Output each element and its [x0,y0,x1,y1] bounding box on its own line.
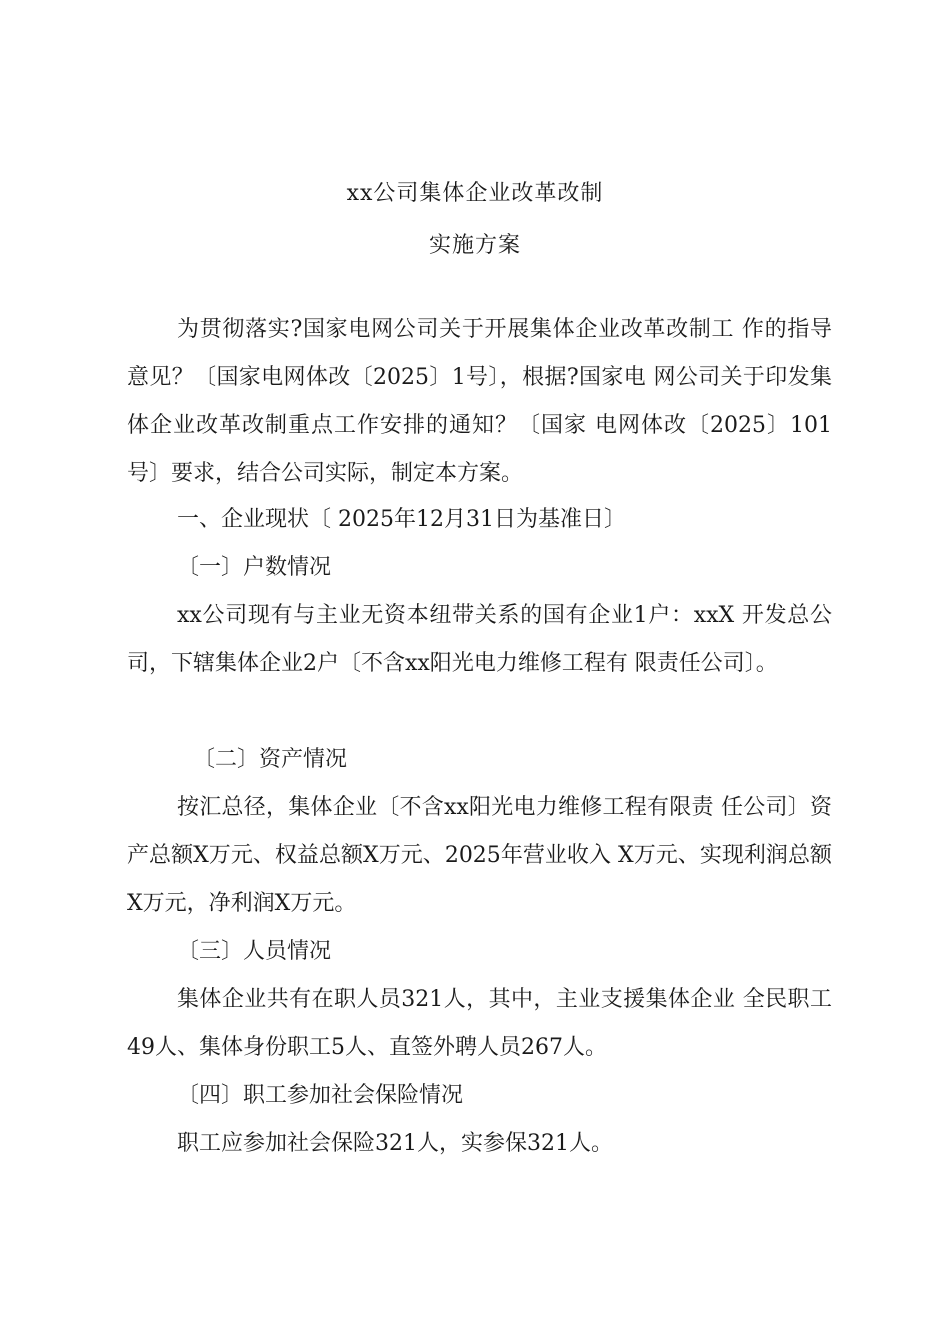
subsection-heading-households: 〔一〕户数情况 [177,555,332,580]
subsection-heading-social-insurance: 〔四〕职工参加社会保险情况 [177,1083,464,1108]
subsection-heading-personnel: 〔三〕人员情况 [177,939,332,964]
document-subtitle: 实施方案 [428,233,521,258]
social-insurance-paragraph: 职工应参加社会保险321人，实参保321人。 [177,1131,613,1156]
households-paragraph: xx公司现有与主业无资本纽带关系的国有企业1户：xxX 开发总公司，下辖集体企业2户〔不含xx阳光电力维修工程有 限责任公司〕。 [127,603,832,676]
section-heading-enterprise-status: 一、企业现状〔 2025年12月31日为基准日〕 [177,507,626,532]
intro-paragraph: 为贯彻落实?国家电网公司关于开展集体企业改革改制工 作的指导意见？〔国家电网体改〔2025〕1号〕，根据?国家电 网公司关于印发集体企业改革改制重点工作安排的通知？〔国家 电网体改〔2025〕101号〕要求，结合公司实际，制定本方案。 [127,317,832,486]
assets-paragraph: 按汇总径，集体企业〔不含xx阳光电力维修工程有限责 任公司〕资产总额X万元、权益总额X万元、2025年营业收入 X万元、实现利润总额X万元，净利润X万元。 [127,795,832,916]
document-title: xx公司集体企业改革改制 [346,181,604,206]
subsection-heading-assets: 〔二〕资产情况 [193,747,348,772]
personnel-paragraph: 集体企业共有在职人员321人，其中，主业支援集体企业 全民职工49人、集体身份职工5人、直签外聘人员267人。 [127,987,832,1060]
